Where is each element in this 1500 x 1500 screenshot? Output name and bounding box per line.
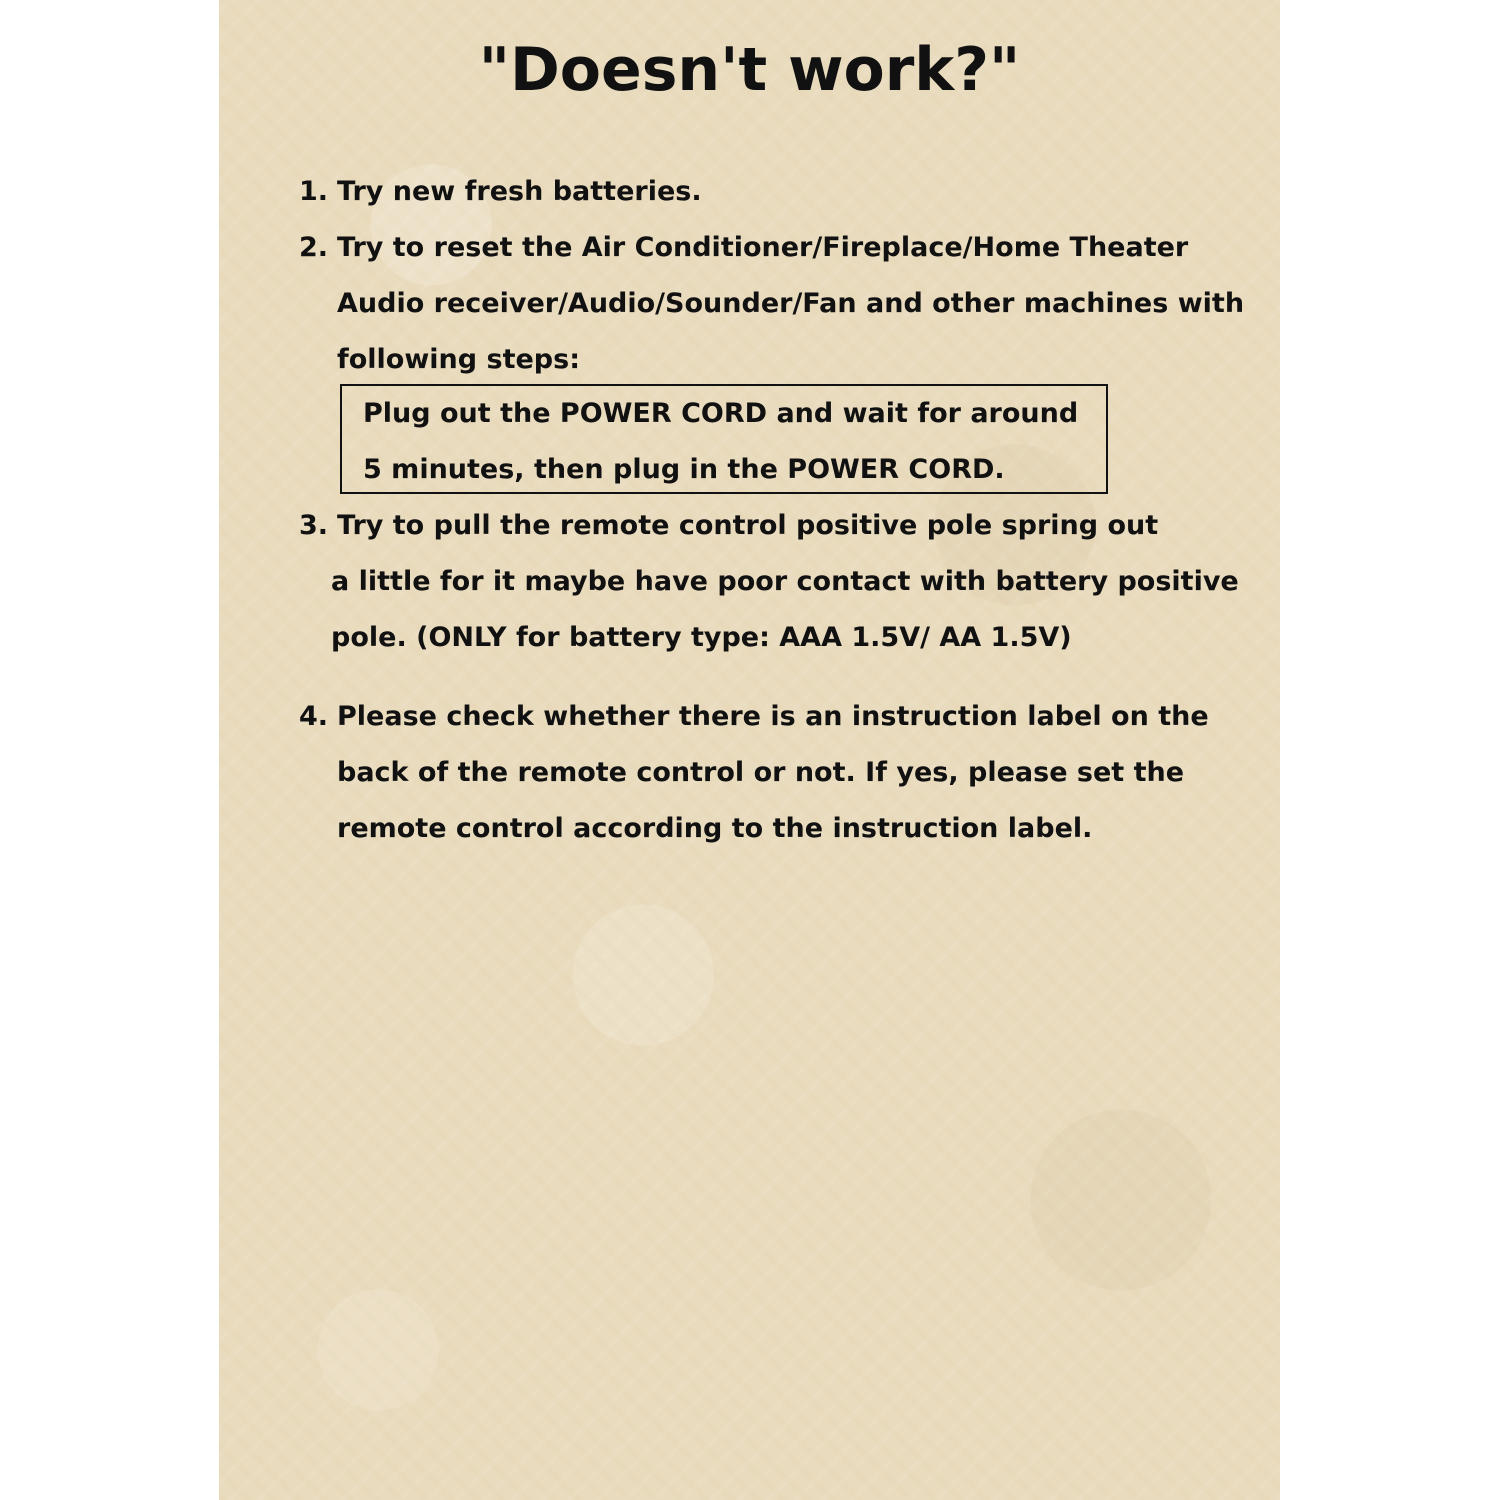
- step-line: following steps:: [337, 344, 580, 375]
- step-line: Try new fresh batteries.: [337, 176, 702, 207]
- step-line: back of the remote control or not. If yes, please set the: [337, 757, 1185, 788]
- step-number: 4.: [299, 701, 329, 732]
- step-text: [337, 220, 1244, 388]
- step-number: 1.: [299, 176, 329, 207]
- step-text: [337, 164, 702, 220]
- step-number: 3.: [299, 510, 329, 541]
- step-line: Please check whether there is an instruction label on the: [337, 701, 1209, 732]
- step-text: [331, 498, 1239, 666]
- step-line: Try to reset the Air Conditioner/Fireplace/Home Theater: [337, 232, 1189, 263]
- step-line: remote control according to the instruction label.: [337, 813, 1093, 844]
- step-line: pole. (ONLY for battery type: AAA 1.5V/ AA 1.5V): [331, 622, 1072, 653]
- step-line: Try to pull the remote control positive pole spring out: [337, 510, 1159, 541]
- step-line: a little for it maybe have poor contact with battery positive: [331, 566, 1239, 597]
- box-line: Plug out the POWER CORD and wait for around: [363, 398, 1079, 429]
- step-text: [337, 689, 1209, 857]
- power-cord-reset-box: [340, 384, 1108, 494]
- instruction-sheet: [219, 0, 1280, 1500]
- step-line: Audio receiver/Audio/Sounder/Fan and other machines with: [337, 288, 1245, 319]
- step-number: 2.: [299, 232, 329, 263]
- box-line: 5 minutes, then plug in the POWER CORD.: [363, 454, 1005, 485]
- page-title: "Doesn't work?": [478, 35, 1021, 105]
